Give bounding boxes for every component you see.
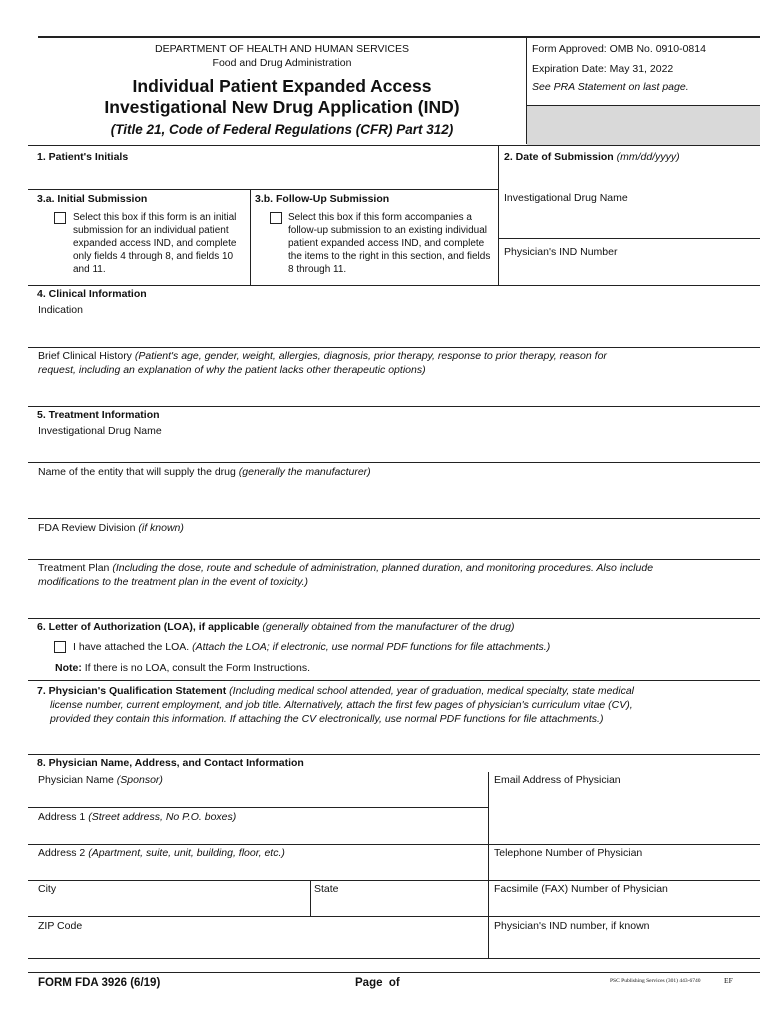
treatment-plan-field[interactable] — [36, 590, 758, 616]
initial-submission-checkbox[interactable] — [54, 212, 66, 224]
patient-initials-label: 1. Patient's Initials — [37, 151, 129, 163]
physician-name-field[interactable] — [36, 788, 486, 806]
form-subtitle: (Title 21, Code of Federal Regulations (CFR) Part 312) — [110, 122, 454, 137]
date-of-submission-field[interactable] — [500, 166, 758, 188]
date-of-submission-label: 2. Date of Submission (mm/dd/yyyy) — [504, 151, 680, 163]
indication-field[interactable] — [36, 318, 758, 346]
followup-submission-text: Select this box if this form accompanies a follow-up submission to an existing individual patient expanded access IND, and complete the items to the right in this section, and fields 8 through 11. — [288, 212, 491, 275]
state-label: State — [314, 883, 339, 895]
email-label: Email Address of Physician — [494, 774, 621, 786]
physician-ind-number-field[interactable] — [500, 260, 758, 282]
zip-field[interactable] — [36, 934, 486, 956]
form-id: FORM FDA 3926 (6/19) — [38, 977, 161, 989]
city-field[interactable] — [36, 897, 308, 915]
physician-ind-number-label: Physician's IND Number — [504, 246, 618, 258]
header-shaded-box — [527, 105, 760, 145]
followup-drug-name-field[interactable] — [500, 206, 758, 236]
fax-field[interactable] — [490, 897, 758, 915]
treatment-drug-name-label: Investigational Drug Name — [38, 425, 162, 437]
drug-supplier-label: Name of the entity that will supply the drug (generally the manufacturer) — [38, 466, 371, 478]
address1-label: Address 1 (Street address, No P.O. boxes) — [38, 811, 237, 823]
followup-drug-name-label: Investigational Drug Name — [504, 192, 628, 204]
clinical-info-title: 4. Clinical Information — [37, 288, 147, 300]
agency-name: Food and Drug Administration — [212, 57, 352, 69]
psc-publishing: PSC Publishing Services (301) 443-6740 — [610, 978, 701, 984]
address1-field[interactable] — [36, 825, 486, 843]
fax-label: Facsimile (FAX) Number of Physician — [494, 883, 668, 895]
initial-submission-title: 3.a. Initial Submission — [37, 193, 148, 205]
followup-submission-checkbox[interactable] — [270, 212, 282, 224]
drug-supplier-field[interactable] — [36, 480, 758, 516]
page-number: Page of — [355, 977, 400, 989]
telephone-label: Telephone Number of Physician — [494, 847, 643, 859]
treatment-drug-name-field[interactable] — [36, 439, 758, 461]
email-field[interactable] — [490, 788, 758, 840]
zip-label: ZIP Code — [38, 920, 83, 932]
pra-statement: See PRA Statement on last page. — [532, 81, 689, 93]
address2-label: Address 2 (Apartment, suite, unit, building, floor, etc.) — [38, 847, 285, 859]
dept-name: DEPARTMENT OF HEALTH AND HUMAN SERVICES — [155, 43, 409, 55]
state-field[interactable] — [312, 897, 486, 915]
followup-submission-title: 3.b. Follow-Up Submission — [255, 193, 390, 205]
physician-name-label: Physician Name (Sponsor) — [38, 774, 163, 786]
patient-initials-field[interactable] — [30, 166, 496, 188]
review-division-label: FDA Review Division (if known) — [38, 522, 184, 534]
loa-note: Note: If there is no LOA, consult the Form Instructions. — [55, 662, 311, 674]
physician-contact-title: 8. Physician Name, Address, and Contact Information — [37, 757, 304, 769]
qualification-statement-label: 7. Physician's Qualification Statement (Including medical school attended, year of graduation, medical specialty, state medical license number, current employment, and job title. Alternatively, attach the first few pages of physician's curriculum vitae (CV), provided they contain this information. If attaching the CV electronically, use normal PDF functions for file attachments.) — [37, 685, 635, 725]
loa-title: 6. Letter of Authorization (LOA), if applicable (generally obtained from the manufacturer of the drug) — [37, 621, 515, 633]
treatment-info-title: 5. Treatment Information — [37, 409, 160, 421]
telephone-field[interactable] — [490, 861, 758, 879]
qualification-statement-field[interactable] — [36, 728, 758, 750]
initial-submission-text: Select this box if this form is an initial submission for an individual patient expanded access IND, and complete only fields 4 through 8, and fields 10 and 11. — [73, 212, 237, 275]
physician-ind-known-field[interactable] — [490, 934, 758, 956]
loa-attached-checkbox[interactable] — [54, 641, 66, 653]
clinical-history-field[interactable] — [36, 378, 758, 404]
loa-attached-label: I have attached the LOA. (Attach the LOA; if electronic, use normal PDF functions for file attachments.) — [73, 641, 551, 653]
omb-number: Form Approved: OMB No. 0910-0814 — [532, 43, 706, 55]
review-division-field[interactable] — [36, 536, 758, 558]
form-title-line2: Investigational New Drug Application (IND) — [104, 97, 460, 117]
city-label: City — [38, 883, 57, 895]
treatment-plan-label: Treatment Plan (Including the dose, route and schedule of administration, planned duration, and monitoring procedures. Also include modifications to the treatment plan in the event of toxicity.) — [38, 562, 654, 588]
indication-label: Indication — [38, 304, 83, 316]
expiration-date: Expiration Date: May 31, 2022 — [532, 63, 674, 75]
clinical-history-label: Brief Clinical History (Patient's age, gender, weight, allergies, diagnosis, prior therapy, response to prior therapy, reason for request, including an explanation of why the patient lacks other therapeutic options) — [38, 350, 607, 376]
address2-field[interactable] — [36, 861, 486, 879]
form-title-line1: Individual Patient Expanded Access — [132, 76, 432, 96]
ef-mark: EF — [724, 976, 733, 985]
physician-ind-known-label: Physician's IND number, if known — [494, 920, 650, 932]
